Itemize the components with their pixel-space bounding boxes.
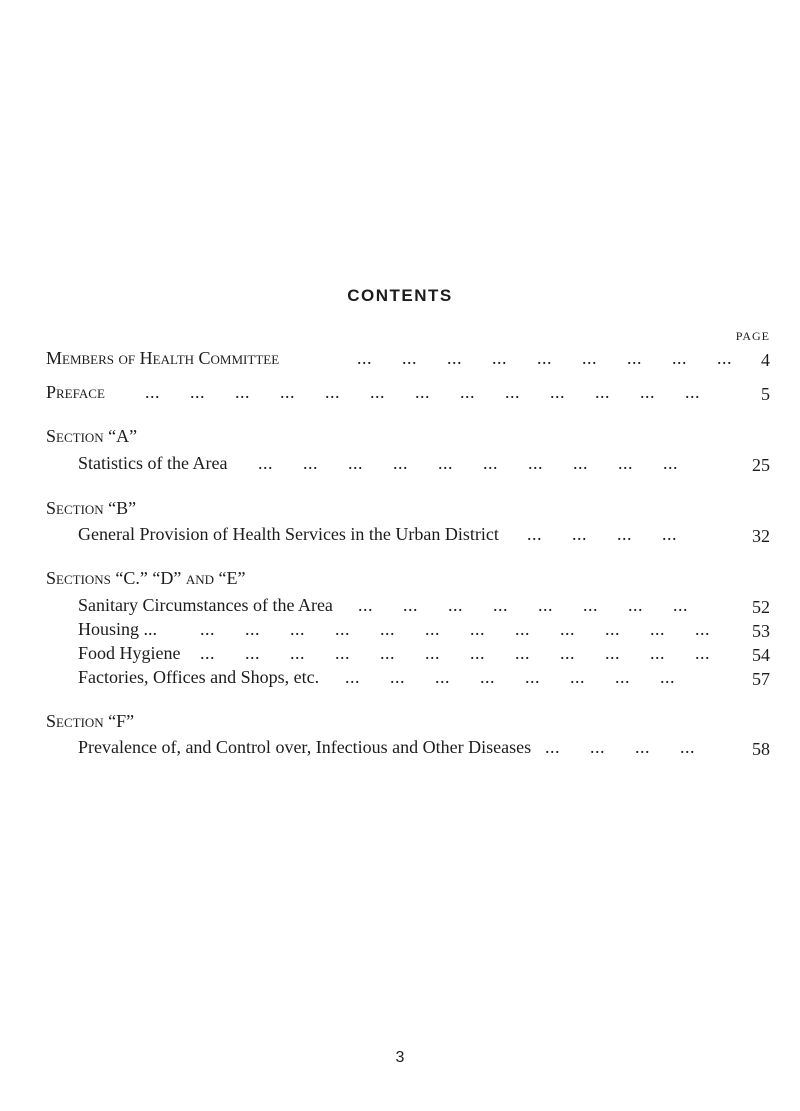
toc-entry-label: Food Hygiene [78,643,181,663]
toc-entry-page: 4 [761,350,770,370]
toc-entry-page: 25 [752,455,770,475]
toc-entry-label: General Provision of Health Services in the Urban District [78,524,499,544]
toc-leader-dots: ... ... ... ... ... ... ... ... [345,667,675,687]
toc-entry-food[interactable] [0,641,800,665]
toc-entry-label: Prevalence of, and Control over, Infectious and Other Diseases [78,737,532,757]
toc-leader-dots: ... ... ... ... ... ... ... ... ... ... ... ... ... [145,382,700,402]
toc-leader-dots: ... ... ... ... ... ... ... ... ... ... [258,453,678,473]
toc-leader-dots: ... ... ... ... [545,737,695,757]
toc-entry-members[interactable] [0,346,800,370]
toc-entry-page: 32 [752,526,770,546]
toc-leader-dots: ... ... ... ... ... ... ... ... [358,595,688,615]
page-number: 3 [395,1049,405,1066]
section-b-heading: Section “B” [46,498,137,518]
toc-entry-page: 58 [752,739,770,759]
toc-entry-label: Members of Health Committee [46,348,280,368]
toc-entry-label: Sanitary Circumstances of the Area [78,595,333,615]
section-f-heading: Section “F” [46,711,135,731]
toc-leader-dots: ... ... ... ... ... ... ... ... ... ... ... ... [200,619,710,639]
toc-leader-dots: ... ... ... ... [527,524,677,544]
sections-cde-heading: Sections “C.” “D” and “E” [46,568,246,588]
toc-entry-factories[interactable] [0,665,800,689]
toc-entry-page: 53 [752,621,770,641]
toc-entry-page: 52 [752,597,770,617]
page-title: CONTENTS [347,286,453,305]
section-a-heading: Section “A” [46,426,138,446]
page-column-label: PAGE [735,329,770,343]
toc-entry-page: 54 [752,645,770,665]
toc-entry-label: Factories, Offices and Shops, etc. [78,667,320,687]
toc-entry-preface[interactable] [0,380,800,404]
toc-entry-page: 5 [761,384,770,404]
toc-entry-housing[interactable] [0,617,800,641]
toc-leader-dots: ... ... ... ... ... ... ... ... ... [357,348,732,368]
toc-entry-general-provision[interactable] [0,522,800,546]
toc-entry-statistics[interactable] [0,451,800,475]
toc-entry-label: Housing ... [78,619,158,639]
toc-entry-label: Preface [46,382,105,402]
toc-entry-sanitary[interactable] [0,593,800,617]
toc-entry-page: 57 [752,669,770,689]
toc-entry-label: Statistics of the Area [78,453,228,473]
toc-leader-dots: ... ... ... ... ... ... ... ... ... ... ... ... [200,643,710,663]
toc-entry-prevalence[interactable] [0,735,800,759]
